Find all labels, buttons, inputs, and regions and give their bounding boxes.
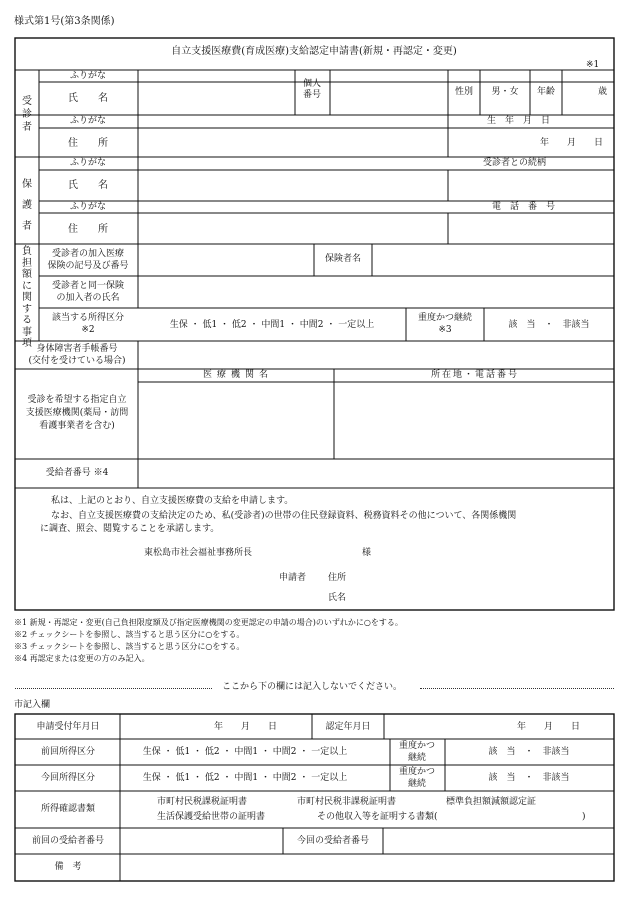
recipient-number-label: 受給者番号 ※4: [45, 468, 109, 478]
income-docs-label: 所得確認書類: [40, 804, 96, 814]
applicant-address-input[interactable]: [352, 571, 602, 585]
sex-options[interactable]: 男・女: [491, 87, 519, 97]
remarks-label: 備 考: [54, 862, 82, 872]
facility-name-header: 医療機関名: [202, 370, 274, 380]
declaration-line-1: 私は、上記のとおり、自立支援医療費の支給を申請します。: [51, 496, 294, 506]
received-date-value[interactable]: 年 月 日: [214, 722, 278, 732]
form-title: 自立支援医療費(育成医療)支給認定申請書(新規・再認定・変更): [171, 46, 457, 57]
burden-section-label: 負担額に関する事項: [22, 246, 32, 349]
patient-address-label: 住 所: [68, 138, 108, 149]
disability-number-input[interactable]: [139, 343, 613, 368]
heavy-continuous-label-1: 重度かつ継続: [417, 313, 473, 323]
birthdate-value[interactable]: 年 月 日: [540, 138, 604, 148]
disability-label-2: (交付を受けている場合): [28, 356, 126, 366]
curr-number-label: 今回の受給者番号: [296, 836, 370, 846]
prev-number-label: 前回の受給者番号: [31, 836, 105, 846]
note-1: ※1 新規・再認定・変更(自己負担限度額及び指定医療機関の変更認定の申請の場合)のいずれかに○をする。: [14, 618, 403, 627]
relation-input[interactable]: [449, 172, 613, 200]
curr-heavy-options[interactable]: 該 当 ・ 非該当: [488, 773, 570, 783]
note-2: ※2 チェックシートを参照し、該当すると思う区分に○をする。: [14, 630, 245, 639]
age-unit: 歳: [598, 87, 608, 97]
insurance-id-label-2: 保険の記号及び番号: [47, 261, 129, 271]
curr-heavy-label-2: 継続: [407, 779, 427, 789]
guardian-address-input[interactable]: [139, 215, 447, 243]
sex-label: 性別: [454, 87, 474, 97]
phone-input[interactable]: [449, 215, 613, 243]
applicant-label: 申請者: [279, 573, 307, 583]
doc-option-5[interactable]: その他収入等を証明する書類(: [317, 812, 438, 822]
applicant-name-label: 氏名: [328, 593, 347, 603]
phone-label: 電 話 番 号: [492, 202, 556, 212]
guardian-address-label: 住 所: [68, 224, 108, 235]
heavy-continuous-options[interactable]: 該 当 ・ 非該当: [508, 320, 590, 330]
applicant-name-input[interactable]: [352, 591, 602, 605]
individual-number-input[interactable]: [332, 72, 446, 114]
insurer-name-input[interactable]: [373, 246, 613, 275]
guardian-name-label: 氏 名: [68, 180, 108, 191]
patient-address-input[interactable]: [139, 130, 447, 156]
guardian-name-input[interactable]: [139, 172, 447, 200]
prev-income-label: 前回所得区分: [40, 747, 96, 757]
applicant-address-label: 住所: [328, 573, 347, 583]
curr-heavy-label-1: 重度かつ: [398, 767, 436, 777]
declaration-line-2: なお、自立支援医療費の支給決定のため、私(受診者)の世帯の住民登録資料、税務資料その他について、各関係機関: [51, 511, 517, 521]
patient-furigana-input[interactable]: [139, 72, 295, 81]
facility-address-header: 所在地・電話番号: [430, 370, 520, 380]
disability-label-1: 身体障害者手帳番号: [36, 344, 118, 354]
prev-heavy-label-2: 継続: [407, 753, 427, 763]
curr-income-options[interactable]: 生保 ・ 低1 ・ 低2 ・ 中間1 ・ 中間2 ・ 一定以上: [142, 773, 348, 783]
individual-number-label: 個人番号: [302, 79, 321, 100]
facility-address-input[interactable]: [335, 384, 613, 458]
prev-income-options[interactable]: 生保 ・ 低1 ・ 低2 ・ 中間1 ・ 中間2 ・ 一定以上: [142, 747, 348, 757]
cutoff-line-left: [15, 688, 212, 689]
income-class-label-2: ※2: [81, 325, 95, 335]
facility-label-2: 支援医療機関(薬局・訪問: [25, 408, 129, 418]
age-label: 年齢: [536, 87, 556, 97]
facility-label-1: 受診を希望する指定自立: [27, 395, 127, 405]
prev-heavy-label-1: 重度かつ: [398, 741, 436, 751]
patient-name-input[interactable]: [139, 84, 294, 114]
doc-option-1[interactable]: 市町村民税課税証明書: [157, 797, 248, 807]
remarks-input[interactable]: [122, 856, 613, 880]
relation-label: 受診者との続柄: [483, 158, 547, 168]
certified-date-value[interactable]: 年 月 日: [517, 722, 581, 732]
guardian-address-furigana-label: ふりがな: [69, 202, 107, 212]
cutoff-line-right: [420, 688, 614, 689]
cutoff-text: ここから下の欄には記入しないでください。: [221, 682, 403, 692]
patient-furigana-label: ふりがな: [69, 71, 107, 81]
prev-number-input[interactable]: [122, 830, 282, 853]
note-3: ※3 チェックシートを参照し、該当すると思う区分に○をする。: [14, 642, 245, 651]
declaration-line-3: に調査、照会、閲覧することを承諾します。: [40, 524, 220, 534]
recipient-number-input[interactable]: [139, 461, 613, 487]
doc-option-3[interactable]: 標準負担額減額認定証: [446, 797, 537, 807]
office-heading: 市記入欄: [14, 700, 51, 710]
curr-income-label: 今回所得区分: [40, 773, 96, 783]
note-4: ※4 再認定または変更の方のみ記入。: [14, 654, 150, 663]
doc-option-5-close: ): [582, 812, 586, 822]
note-mark-1: ※1: [586, 60, 600, 70]
facility-label-3: 看護事業者を含む): [39, 421, 115, 431]
doc-option-2[interactable]: 市町村民税非課税証明書: [297, 797, 397, 807]
same-insured-label-2: の加入者の氏名: [56, 293, 120, 303]
honorific: 様: [362, 548, 372, 558]
patient-section-label: 受診者: [22, 96, 32, 133]
curr-number-input[interactable]: [385, 830, 613, 853]
doc-option-4[interactable]: 生活保護受給世帯の証明書: [157, 812, 266, 822]
income-class-options[interactable]: 生保 ・ 低1 ・ 低2 ・ 中間1 ・ 中間2 ・ 一定以上: [169, 320, 375, 330]
insurance-id-input[interactable]: [139, 246, 313, 275]
insurance-id-label-1: 受診者の加入医療: [51, 249, 125, 259]
guardian-section-label: 保護者: [22, 179, 32, 232]
addressee: 東松島市社会福祉事務所長: [144, 548, 253, 558]
heavy-continuous-label-2: ※3: [438, 325, 452, 335]
patient-name-label: 氏 名: [68, 93, 108, 104]
facility-name-input[interactable]: [139, 384, 333, 458]
certified-date-label: 認定年月日: [325, 722, 371, 732]
insurer-name-label: 保険者名: [324, 254, 362, 264]
prev-heavy-options[interactable]: 該 当 ・ 非該当: [488, 747, 570, 757]
form-number: 様式第1号(第3条関係): [14, 16, 115, 27]
income-class-label-1: 該当する所得区分: [51, 313, 125, 323]
birthdate-label: 生 年 月 日: [487, 116, 551, 126]
received-date-label: 申請受付年月日: [36, 722, 100, 732]
same-insured-label-1: 受診者と同一保険: [51, 281, 125, 291]
patient-address-furigana-label: ふりがな: [69, 116, 107, 126]
same-insured-input[interactable]: [139, 278, 613, 307]
guardian-furigana-label: ふりがな: [69, 158, 107, 168]
